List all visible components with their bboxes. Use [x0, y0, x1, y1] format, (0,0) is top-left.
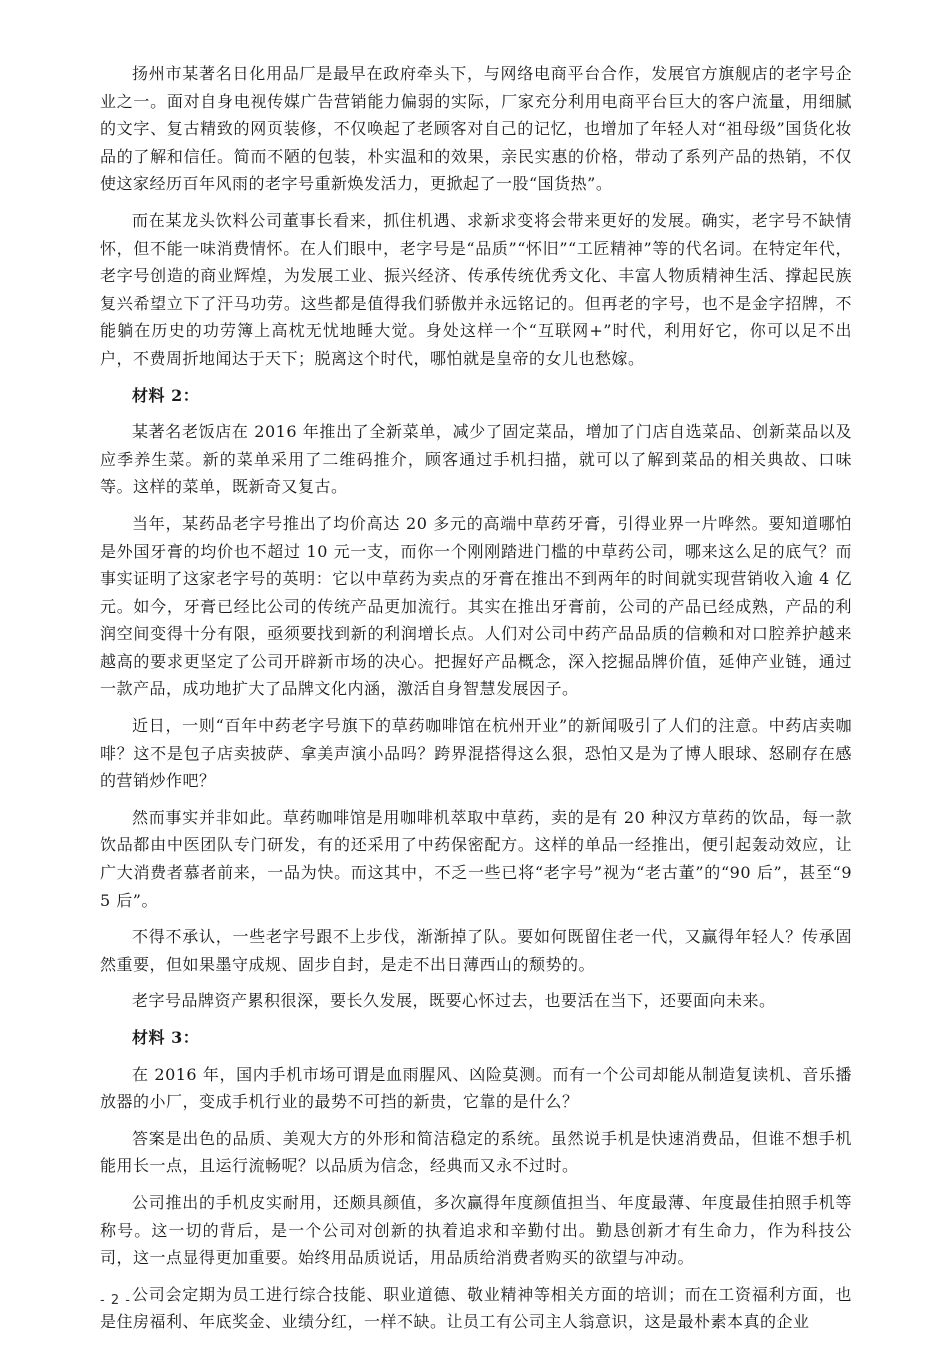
paragraph: 老字号品牌资产累积很深，要长久发展，既要心怀过去，也要活在当下，还要面向未来。: [132, 991, 776, 1011]
document-page: [100, 60, 852, 1345]
paragraph: 而在某龙头饮料公司董事长看来，抓住机遇、求新求变将会带来更好的发展。确实，老字号不缺情怀，但不能一味消费情怀。在人们眼中，老字号是“品质”“怀旧”“工匠精神”等的代名词。在特定年代，老字号创造的商业辉煌，为发展工业、振兴经济、传承传统优秀文化、丰富人物质精神生活、撑起民族复兴希望立下了汗马功劳。这些都是值得我们骄傲并永远铭记的。但再老的字号，也不是金字招牌，不能躺在历史的功劳簿上高枕无忧地睡大觉。身处这样一个“互联网+”时代，利用好它，你可以足不出户，不费周折地闻达于天下；脱离这个时代，哪怕就是皇帝的女儿也愁嫁。: [100, 210, 852, 368]
paragraph: 公司推出的手机皮实耐用，还颇具颜值，多次赢得年度颜值担当、年度最薄、年度最佳拍照手机等称号。这一切的背后，是一个公司对创新的执着追求和辛勤付出。勤恳创新才有生命力，作为科技公司，这一点显得更加重要。始终用品质说话，用品质给消费者购买的欲望与冲动。: [100, 1192, 852, 1268]
paragraph: 不得不承认，一些老字号跟不上步伐，渐渐掉了队。要如何既留住老一代，又赢得年轻人？传承固然重要，但如果墨守成规、固步自封，是走不出日薄西山的颓势的。: [100, 927, 852, 974]
section-heading-material-2: 材料 2：: [132, 385, 200, 405]
section-heading-material-3: 材料 3：: [132, 1028, 200, 1047]
page-number: - 2 -: [100, 1293, 131, 1308]
paragraph: 公司会定期为员工进行综合技能、职业道德、敬业精神等相关方面的培训；而在工资福利方面，也是住房福利、年底奖金、业绩分红，一样不缺。让员工有公司主人翁意识，这是最朴素本真的企业: [100, 1284, 852, 1332]
paragraph: 近日，一则“百年中药老字号旗下的草药咖啡馆在杭州开业”的新闻吸引了人们的注意。中药店卖咖啡？这不是包子店卖披萨、拿美声演小品吗？跨界混搭得这么狠，恐怕又是为了博人眼球、怒刷存在感的营销炒作吧？: [100, 716, 852, 791]
paragraph: 某著名老饭店在 2016 年推出了全新菜单，减少了固定菜品，增加了门店自选菜品、创新菜品以及应季养生菜。新的菜单采用了二维码推介，顾客通过手机扫描，就可以了解到菜品的相关典故、口味等。这样的菜单，既新奇又复古。: [100, 422, 852, 497]
paragraph: 当年，某药品老字号推出了均价高达 20 多元的高端中草药牙膏，引得业界一片哗然。要知道哪怕是外国牙膏的均价也不超过 10 元一支，而你一个刚刚踏进门槛的中草药公司，哪来这么足的底气？而事实证明了这家老字号的英明：它以中草药为卖点的牙膏在推出不到两年的时间就实现营销收入逾 4 亿元。如今，牙膏已经比公司的传统产品更加流行。其实在推出牙膏前，公司的产品已经成熟，产品的利润空间变得十分有限，亟须要找到新的利润增长点。人们对公司中药产品品质的信赖和对口腔养护越来越高的要求更坚定了公司开辟新市场的决心。把握好产品概念，深入挖掘品牌价值，延伸产业链，通过一款产品，成功地扩大了品牌文化内涵，激活自身智慧发展因子。: [100, 513, 852, 699]
paragraph: 然而事实并非如此。草药咖啡馆是用咖啡机萃取中草药，卖的是有 20 种汉方草药的饮品，每一款饮品都由中医团队专门研发，有的还采用了中药保密配方。这样的单品一经推出，便引起轰动效应，让广大消费者慕者前来，一品为快。而这其中，不乏一些已将“老字号”视为“老古董”的“90 后”，甚至“95 后”。: [100, 807, 852, 910]
paragraph: 扬州市某著名日化用品厂是最早在政府牵头下，与网络电商平台合作，发展官方旗舰店的老字号企业之一。面对自身电视传媒广告营销能力偏弱的实际，厂家充分利用电商平台巨大的客户流量，用细腻的文字、复古精致的网页装修，不仅唤起了老顾客对自己的记忆，也增加了年轻人对“祖母级”国货化妆品的了解和信任。简而不陋的包装，朴实温和的效果，亲民实惠的价格，带动了系列产品的热销，不仅使这家经历百年风雨的老字号重新焕发活力，更掀起了一股“国货热”。: [100, 64, 852, 194]
paragraph: 答案是出色的品质、美观大方的外形和简洁稳定的系统。虽然说手机是快速消费品，但谁不想手机能用长一点，且运行流畅呢？以品质为信念，经典而又永不过时。: [100, 1128, 852, 1176]
paragraph: 在 2016 年，国内手机市场可谓是血雨腥风、凶险莫测。而有一个公司却能从制造复读机、音乐播放器的小厂，变成手机行业的最势不可挡的新贵，它靠的是什么？: [100, 1064, 852, 1112]
